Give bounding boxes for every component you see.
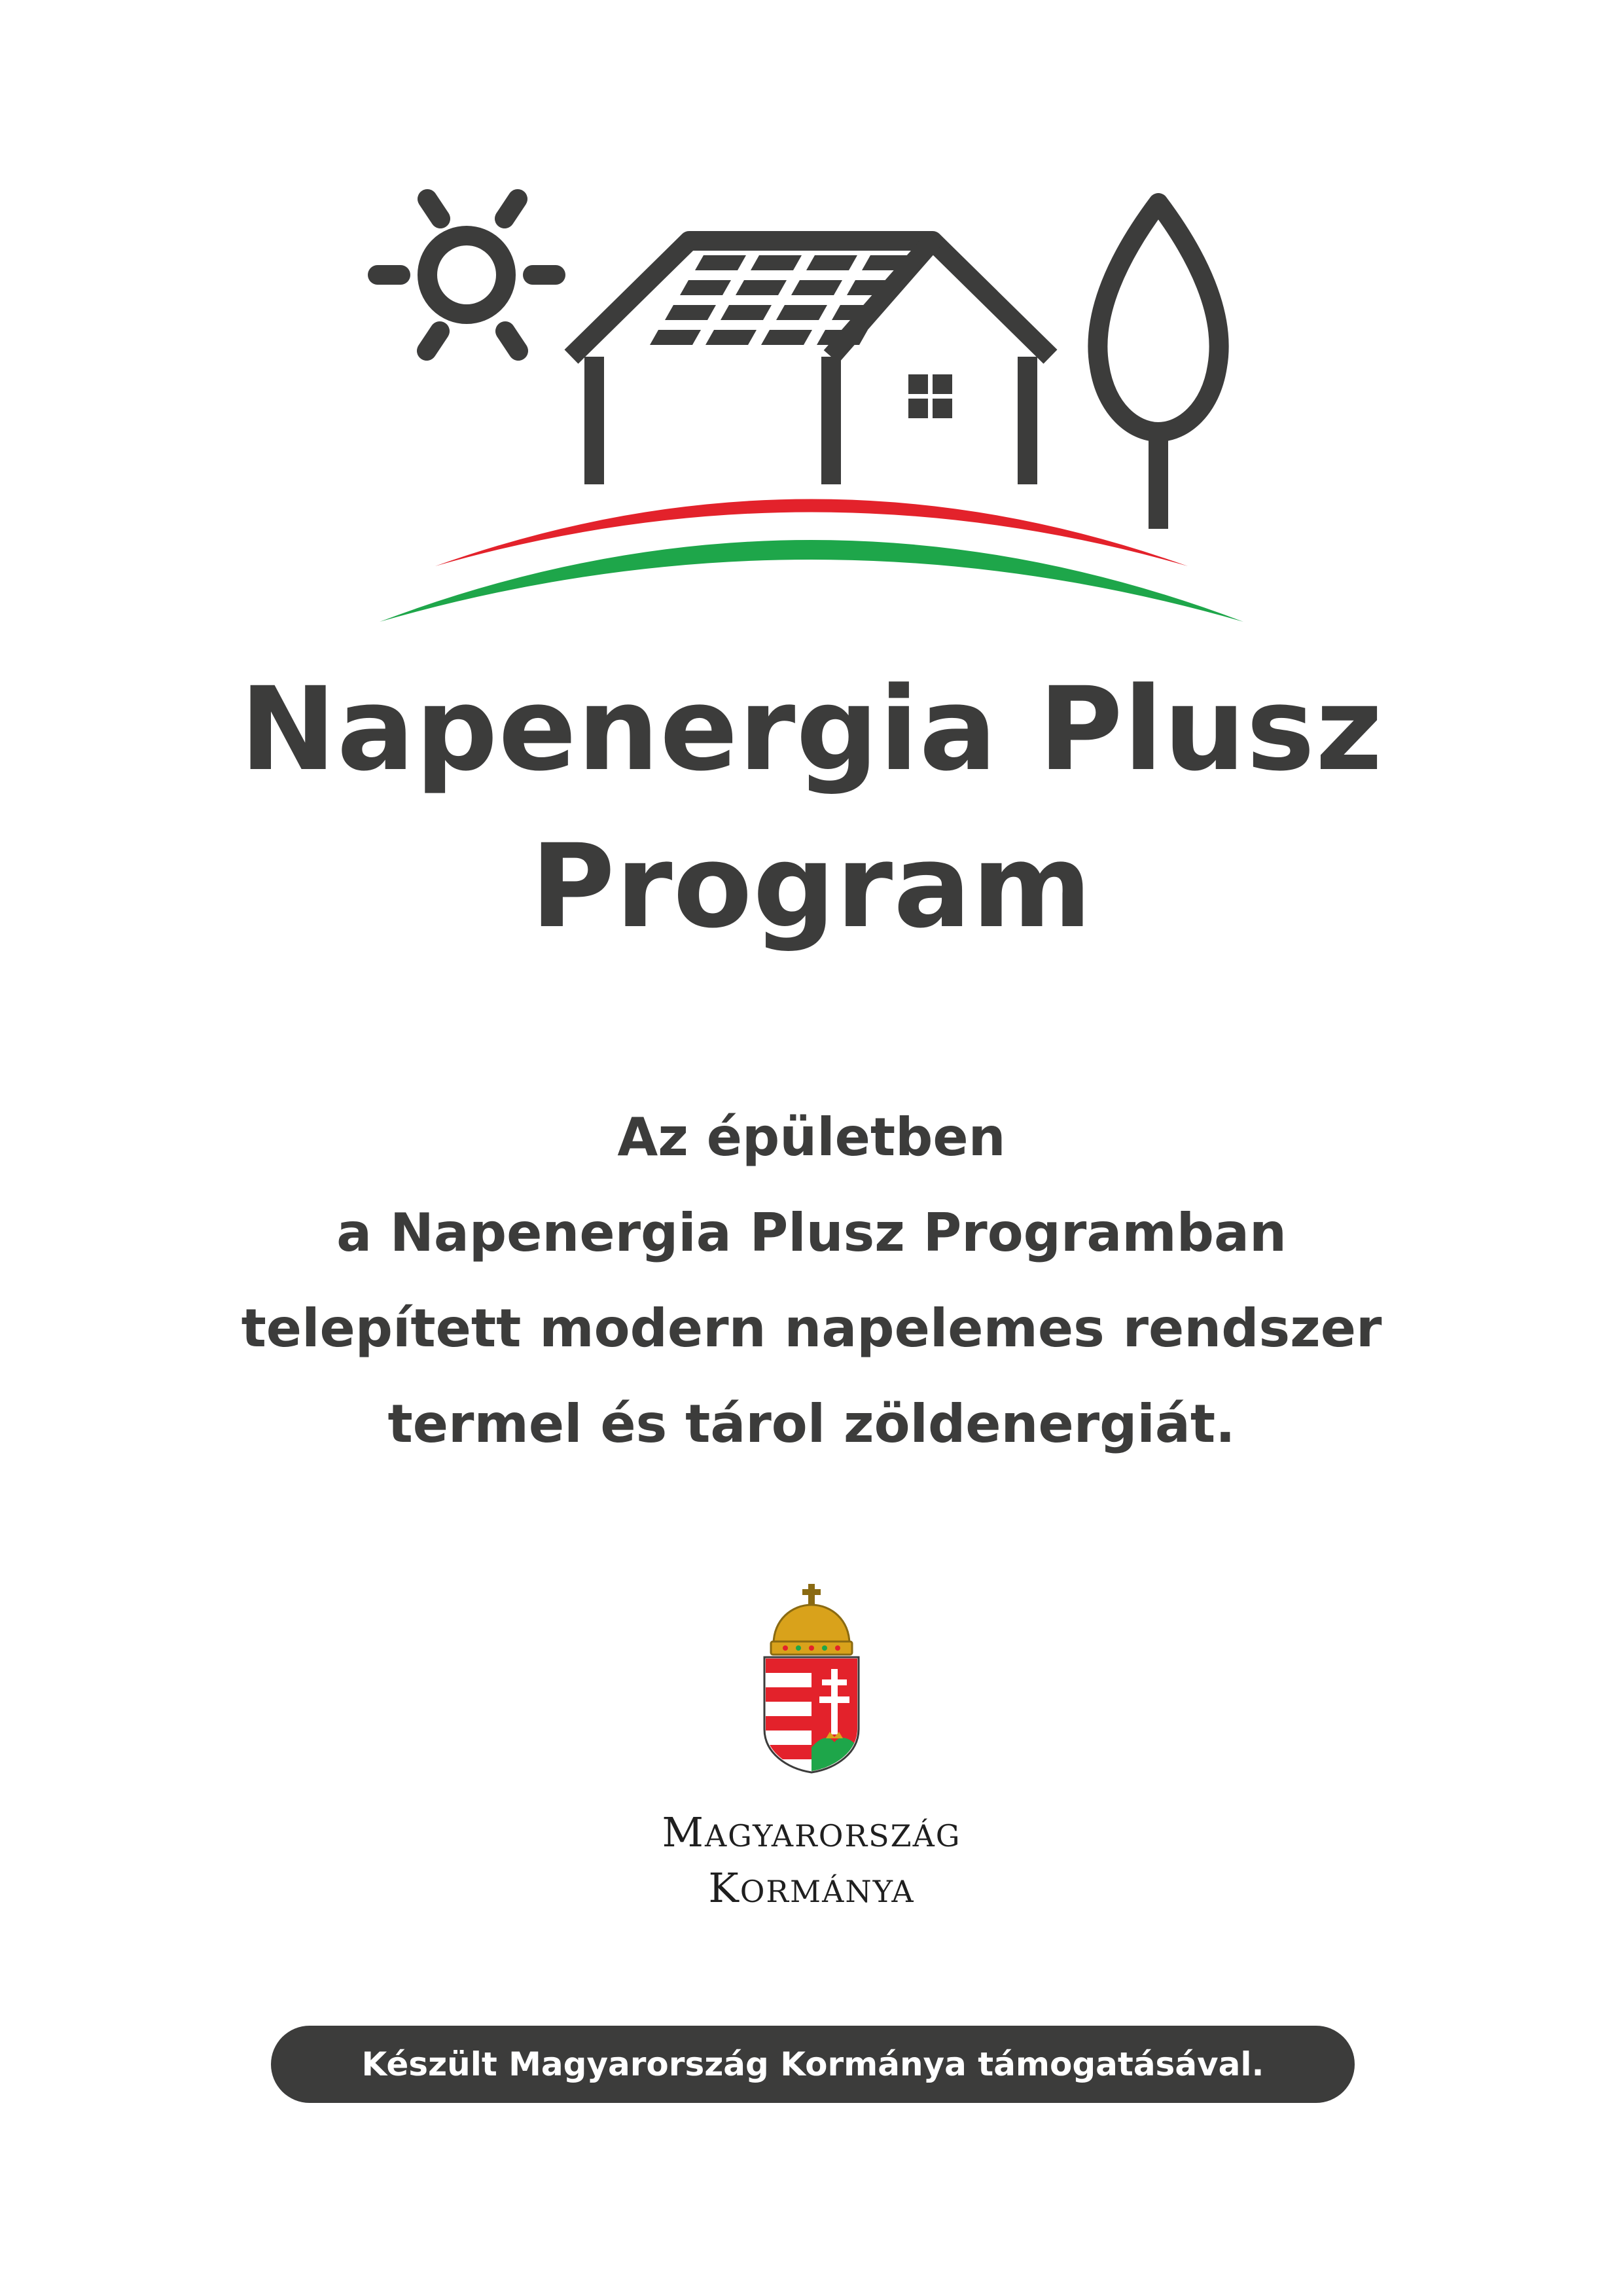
footer-support-note: Készült Magyarország Kormánya támogatásával.: [271, 2026, 1355, 2103]
government-name: [0, 1806, 1623, 1918]
government-line-1: MAGYARORSZÁG: [662, 1808, 961, 1856]
house-window-icon: [908, 374, 952, 418]
hungarian-coat-of-arms-icon: [759, 1584, 864, 1774]
tree-icon: [1097, 203, 1219, 529]
solar-house-icon: [571, 241, 1050, 484]
page-title: [0, 651, 1623, 965]
body-line-1: Az épületben: [617, 1107, 1006, 1168]
program-logo: [0, 0, 1623, 641]
body-line-4: termel és tárol zöldenergiát.: [387, 1393, 1236, 1454]
body-line-2: a Napenergia Plusz Programban: [336, 1202, 1287, 1263]
green-arc: [380, 540, 1243, 622]
government-line-2: KORMÁNYA: [708, 1864, 915, 1912]
body-line-3: telepített modern napelemes rendszer: [241, 1298, 1382, 1359]
title-line-1: Napenergia Plusz: [240, 662, 1383, 797]
sun-icon: [378, 199, 556, 351]
title-line-2: Program: [530, 819, 1093, 954]
body-text: [0, 1090, 1623, 1472]
